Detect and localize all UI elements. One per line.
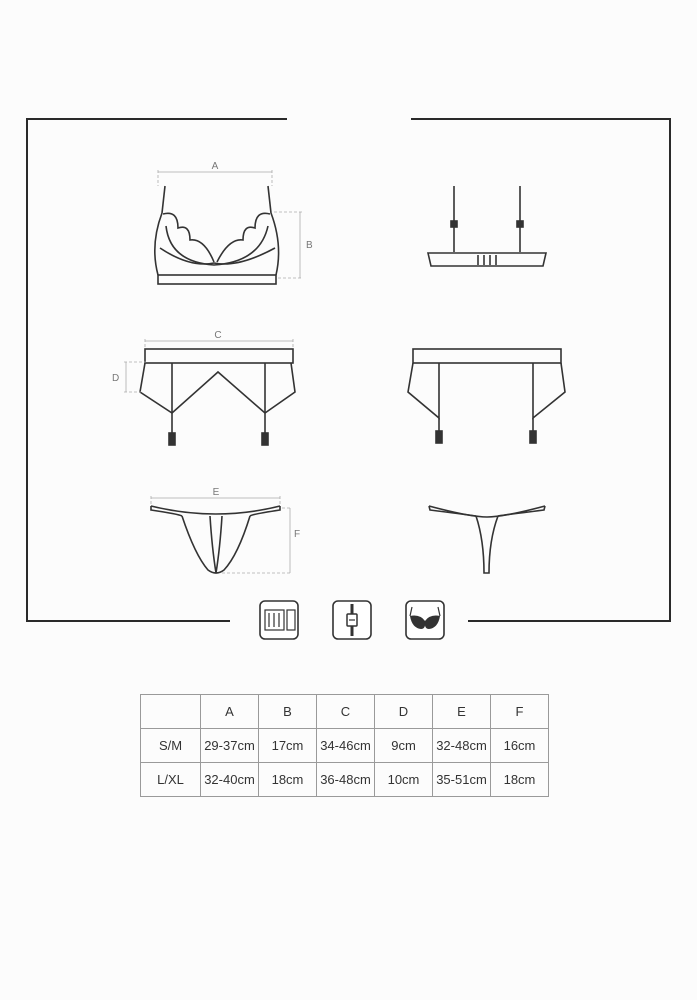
frame-border bbox=[27, 119, 670, 621]
thong-back-drawing bbox=[429, 506, 545, 573]
dimension-b bbox=[274, 212, 313, 278]
value-cell: 36-48cm bbox=[317, 763, 375, 797]
header-cell-e: E bbox=[433, 695, 491, 729]
size-table bbox=[140, 694, 549, 797]
header-cell-d: D bbox=[375, 695, 433, 729]
padded-cups-icon bbox=[406, 601, 444, 639]
dimension-label-b: B bbox=[306, 240, 313, 251]
dimension-label-e: E bbox=[212, 487, 220, 498]
header-cell-c: C bbox=[317, 695, 375, 729]
bra-back-drawing bbox=[428, 186, 546, 266]
value-cell: 35-51cm bbox=[433, 763, 491, 797]
size-cell: L/XL bbox=[141, 763, 201, 797]
garter-front-drawing bbox=[140, 349, 295, 445]
header-cell-empty bbox=[141, 695, 201, 729]
dimension-label-a: A bbox=[211, 161, 219, 172]
header-cell-b: B bbox=[259, 695, 317, 729]
value-cell: 9cm bbox=[375, 729, 433, 763]
thong-front-drawing bbox=[151, 506, 280, 573]
value-cell: 16cm bbox=[491, 729, 549, 763]
value-cell: 29-37cm bbox=[201, 729, 259, 763]
size-cell: S/M bbox=[141, 729, 201, 763]
adjustable-strap-slider-icon bbox=[333, 601, 371, 639]
dimension-label-c: C bbox=[214, 330, 222, 341]
garter-back-drawing bbox=[408, 349, 565, 443]
value-cell: 18cm bbox=[259, 763, 317, 797]
value-cell: 10cm bbox=[375, 763, 433, 797]
value-cell: 17cm bbox=[259, 729, 317, 763]
hook-and-eye-closure-icon bbox=[260, 601, 298, 639]
dimension-a bbox=[158, 161, 272, 186]
dimension-label-f: F bbox=[294, 529, 301, 540]
value-cell: 34-46cm bbox=[317, 729, 375, 763]
bra-front-drawing bbox=[155, 186, 279, 284]
value-cell: 18cm bbox=[491, 763, 549, 797]
dimension-f bbox=[222, 508, 300, 573]
dimension-c bbox=[145, 330, 293, 349]
dimension-e bbox=[151, 487, 280, 505]
value-cell: 32-40cm bbox=[201, 763, 259, 797]
table-row bbox=[141, 763, 549, 797]
dimension-label-d: D bbox=[112, 373, 120, 384]
value-cell: 32-48cm bbox=[433, 729, 491, 763]
size-table-header-row bbox=[141, 695, 549, 729]
header-cell-f: F bbox=[491, 695, 549, 729]
header-cell-a: A bbox=[201, 695, 259, 729]
table-row bbox=[141, 729, 549, 763]
